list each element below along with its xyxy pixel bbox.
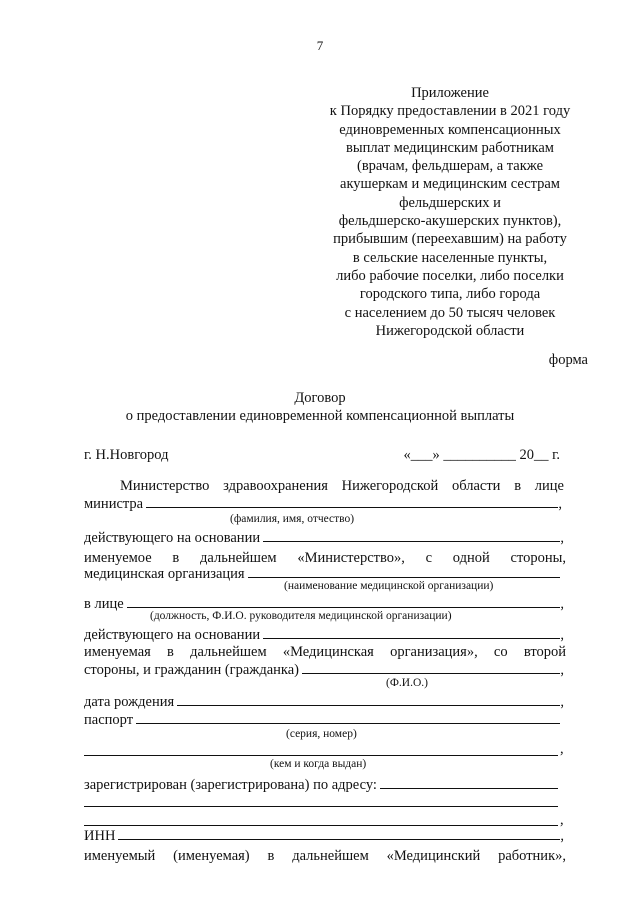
word: «Медицинская <box>282 644 374 660</box>
address-blank-1[interactable] <box>84 806 558 807</box>
inn-blank[interactable] <box>118 826 560 840</box>
word: одной <box>452 550 490 566</box>
word: именуемый <box>84 848 156 864</box>
appendix-line: в сельские населенные пункты, <box>352 249 548 266</box>
ministry-intro-line <box>120 476 564 496</box>
contract-date: «___» __________ 20__ г. <box>403 447 560 463</box>
appendix-line: акушеркам и медицинским сестрам <box>340 176 560 193</box>
minister-hint: (фамилия, имя, отчество) <box>230 513 355 525</box>
word: именуемое <box>84 550 152 566</box>
appendix-line: фельдшерско-акушерских пунктов), <box>338 213 562 230</box>
medorg-party-line <box>84 642 566 662</box>
word: Нижегородской <box>341 478 439 494</box>
word: здравоохранения <box>223 478 328 494</box>
word: организация», <box>390 644 478 660</box>
word: Министерство <box>120 478 210 494</box>
appendix-line: либо рабочие поселки, либо поселки <box>336 267 564 284</box>
citizen-hint: (Ф.И.О.) <box>386 677 428 689</box>
appendix-line: городского типа, либо города <box>359 286 541 303</box>
worker-party-line <box>84 846 566 866</box>
inn-field[interactable]: ИНН , <box>84 828 564 844</box>
appendix-line: Нижегородской области <box>375 322 525 339</box>
word: работник», <box>498 848 566 864</box>
appendix-line: к Порядку предоставлении в 2021 году <box>329 103 571 120</box>
word: «Медицинский <box>386 848 481 864</box>
word: в <box>167 644 174 660</box>
word: дальнейшем <box>200 550 277 566</box>
birth-date-blank[interactable] <box>177 692 560 706</box>
minister-blank[interactable] <box>146 494 558 508</box>
appendix-line: единовременных компенсационных <box>339 121 561 138</box>
word: именуемая <box>84 644 151 660</box>
document-subtitle: о предоставлении единовременной компенсационной выплаты <box>125 408 515 424</box>
word: дальнейшем <box>190 644 267 660</box>
form-label: форма <box>548 352 588 368</box>
appendix-block <box>300 84 600 340</box>
in-person-hint: (должность, Ф.И.О. руководителя медицинской организации) <box>150 610 452 622</box>
passport-hint: (серия, номер) <box>286 728 357 740</box>
registered-blank[interactable] <box>380 775 558 789</box>
passport-field[interactable]: паспорт <box>84 710 560 730</box>
registered-field[interactable]: зарегистрирован (зарегистрирована) по адресу: <box>84 775 558 795</box>
appendix-line: фельдшерских и <box>399 194 501 211</box>
address-comma: , <box>560 812 564 828</box>
word: со <box>493 644 508 660</box>
passport-blank[interactable] <box>136 710 560 724</box>
acting-basis-2-field[interactable]: действующего на основании , <box>84 627 564 643</box>
word: «Министерство», <box>297 550 405 566</box>
document-title: Договор <box>294 390 346 406</box>
word: (именуемая) <box>173 848 250 864</box>
word: в <box>514 478 522 494</box>
acting-basis-blank[interactable] <box>263 528 560 542</box>
word: стороны, <box>510 550 566 566</box>
word: в <box>267 848 275 864</box>
word: второй <box>523 644 566 660</box>
medorg-hint: (наименование медицинской организации) <box>284 580 494 592</box>
in-person-field[interactable]: в лице , <box>84 596 564 612</box>
medorg-field[interactable]: медицинская организация <box>84 564 560 584</box>
appendix-line: прибывшим (переехавшим) на работу <box>333 231 567 248</box>
issued-comma: , <box>560 741 564 757</box>
place-date-line <box>84 445 560 465</box>
word: лице <box>534 478 564 494</box>
word: с <box>425 550 433 566</box>
medorg-blank[interactable] <box>248 564 560 578</box>
in-person-blank[interactable] <box>127 594 561 608</box>
appendix-line: (врачам, фельдшерам, а также <box>356 158 544 175</box>
acting-basis-2-blank[interactable] <box>263 625 560 639</box>
word: области <box>451 478 501 494</box>
citizen-blank[interactable] <box>302 660 560 674</box>
appendix-line: с населением до 50 тысяч человек <box>344 304 556 321</box>
issued-blank[interactable] <box>84 755 558 756</box>
acting-basis-field[interactable]: действующего на основании , <box>84 530 564 546</box>
minister-field[interactable]: министра , <box>84 496 562 512</box>
appendix-line: выплат медицинским работникам <box>346 139 554 156</box>
issued-hint: (кем и когда выдан) <box>270 758 367 770</box>
birth-date-field[interactable]: дата рождения , <box>84 694 564 710</box>
appendix-line: Приложение <box>411 85 489 101</box>
citizen-field[interactable]: стороны, и гражданин (гражданка) , <box>84 662 564 678</box>
city: г. Н.Новгород <box>84 447 169 463</box>
word: в <box>172 550 180 566</box>
word: дальнейшем <box>292 848 369 864</box>
page-number: 7 <box>316 38 324 53</box>
